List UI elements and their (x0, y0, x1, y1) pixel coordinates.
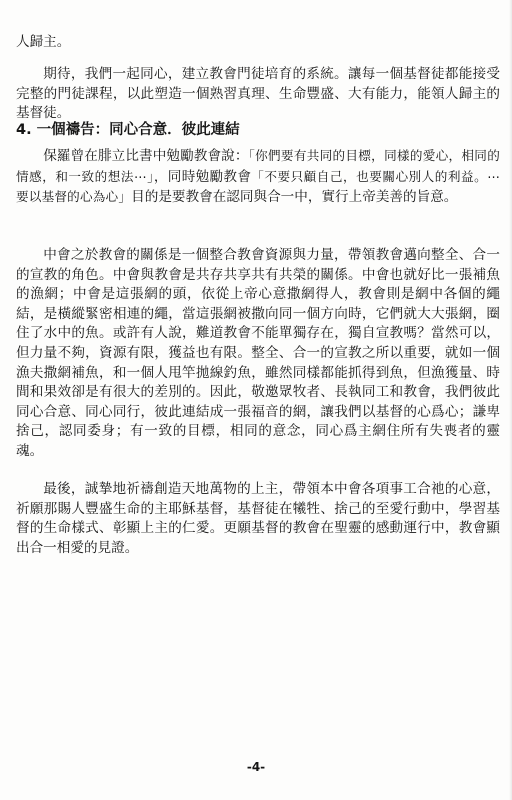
paragraph-continuation: 人歸主。 (16, 34, 71, 50)
paragraph-text: 保羅曾在腓立比書中勉勵教會說： (43, 148, 249, 164)
page-number: -4- (246, 760, 266, 774)
scripture-quote: 「你們要有共同的目標，同樣的愛心，相同的情感，和一致的想法⋯」 (16, 148, 500, 184)
paragraph-philippians (16, 146, 500, 208)
paragraph-text: ，同時勉勵教會 (153, 168, 252, 185)
paragraph-closing-prayer: 最後，誠摯地祈禱創造天地萬物的上主，帶領本中會各項事工合祂的心意，祈願那賜人豐盛生命的主耶穌基督，基督徒在犧牲、捨己的至愛行動中，學習基督的生命樣式、彰顯上主的仁愛。更願基督的教會在聖靈的感動運行中，教會顯出合一相愛的見證。 (16, 481, 500, 556)
section-heading: 4. 一個禱告：同心合意．彼此連結 (16, 122, 240, 138)
paragraph-discipleship: 期待，我們一起同心，建立教會門徒培育的系統。讓每一個基督徒都能接受完整的門徒課程，以此塑造一個熟習真理、生命豐盛、大有能力，能領人歸主的基督徒。 (16, 66, 500, 122)
scripture-quote: 「不要只顧自己，也要關心別人的利益。⋯要以基督的心為心」 (16, 168, 500, 205)
paragraph-presbytery-church: 中會之於教會的關係是一個整合教會資源與力量，帶領教會邁向整全、合一的宣教的角色。中會與教會是共存共享共有共榮的關係。中會也就好比一張補魚的漁網；中會是這張網的頭，依從上帝心意撒網得人，教會則是網中各個的繩結，是橫縱緊密相連的繩，當這張網被撒向同一個方向時，它們就大大張網，圈住了水中的魚。或許有人說，難道教會不能單獨存在，獨自宣教嗎？當然可以，但力量不夠，資源有限，獲益也有限。整全、合一的宣教之所以重要，就如一個漁夫撒網補魚，和一個人甩竿拋線釣魚，雖然同樣都能抓得到魚，但漁獲量、時間和果效卻是有很大的差別的。因此，敬邀眾牧者、長執同工和教會，我們彼此同心合意、同心同行，彼此連結成一張福音的網，讓我們以基督的心爲心；謙卑捨己，認同委身；有一致的目標，相同的意念，同心爲主網住所有失喪者的靈魂。 (16, 247, 500, 459)
paragraph-text: 目的是要教會在認同與合一中，實行上帝美善的旨意。 (131, 189, 458, 206)
